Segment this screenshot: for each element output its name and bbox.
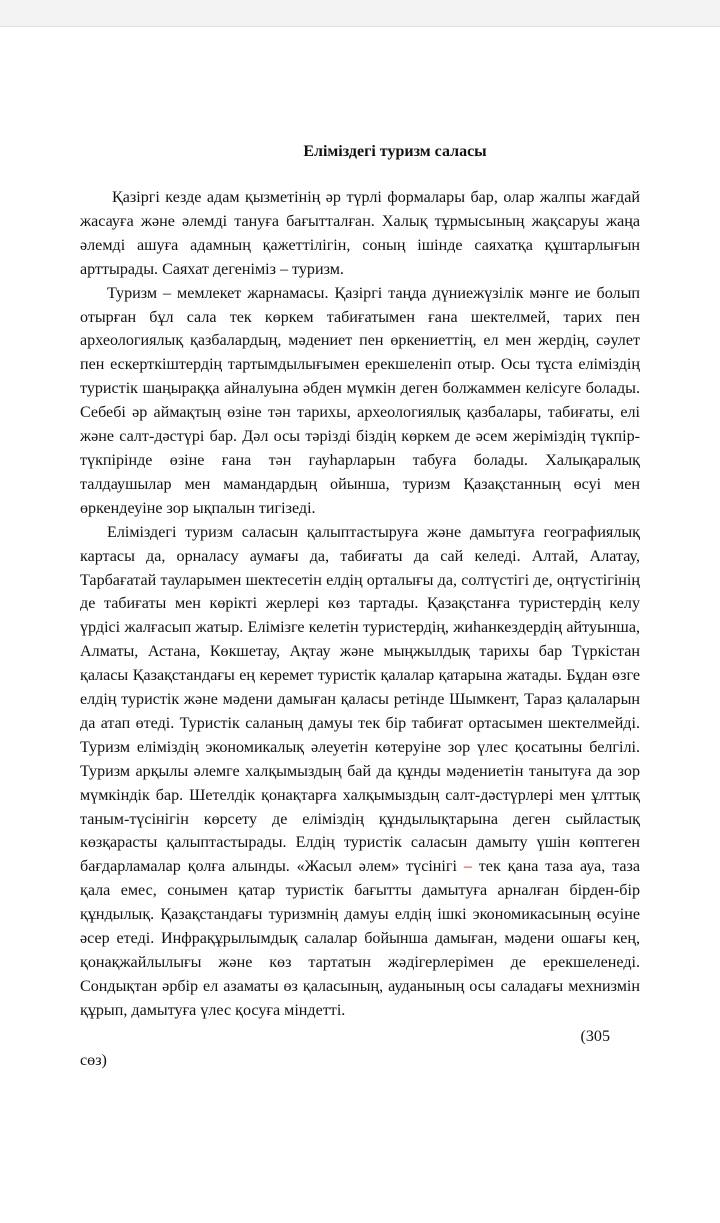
document-title: Еліміздегі туризм саласы [303,143,487,160]
word-count-open: (305 [580,1027,610,1045]
paragraph-3 [80,521,640,1023]
word-count-close: сөз) [80,1051,107,1069]
word-count-second-line [80,1049,640,1073]
word-count [80,1025,640,1049]
paragraph-2: Туризм – мемлекет жарнамасы. Қазіргі таңда дүниежүзілік мәнге ие болып отырған бұл сала тек көркем табиғатымен ғана шектелмей, тарих пен археологиялық қазбалардың, мәдениет пен өркениеттің, ел мен жердің, сәулет пен ескерткіштердің тартымдылығымен ерекшеленіп отыр. Осы тұста еліміздің туристік шаңыраққа айналуына әбден мүмкін деген болжаммен келісуге болады. Себебі әр аймақтың өзіне тән тарихы, археологиялық қазбалары, табиғаты, елі және салт-дәстүрі бар. Дәл осы тәрізді біздің көркем де әсем жеріміздің түкпір-түкпірінде өзіне ғана тән гауһарларын табуға болады. Халықаралық талдаушылар мен мамандардың ойынша, туризм Қазақстанның өсуі мен өркендеуіне зор ықпалын тигізеді. [80,284,640,517]
paragraph-3-text-a: Еліміздегі туризм саласын қалыптастыруға және дамытуға географиялық картасы да, орналасу аумағы да, табиғаты да сай келеді. Алтай, Алатау, Тарбағатай тауларымен шектесетін елдің орталығы да, солтүстігі де, оңтүстігінің де табиғаты мен көрікті жерлері көз тартады. Қазақстанға туристердің келу үрдісі жалғасып жатыр. Елімізге келетін туристердің, жиһанкездердің айтуынша, Алматы, Астана, Көкшетау, Ақтау және мыңжылдық тарихы бар Түркістан қаласы Қазақстандағы ең керемет туристік қалалар қатарына жатады. Бұдан өзге елдің туристік және мәдени дамыған қаласы ретінде Шымкент, Тараз қалаларын да атап өтеді. Туристік саланың дамуы тек бір табиғат ортасымен шектелмейді. Туризм еліміздің экономикалық әлеуетін көтеруіне зор үлес қосатыны белгілі. Туризм арқылы әлемге халқымыздың бай да құнды мәдениетін танытуға да зор мүмкіндік бар. Шетелдік қонақтарға халқымыздың салт-дәстүрлері мен ұлттық таным-түсінігін көрсету де еліміздің құндылықтарына деген сыйластық көзқарасты қалыптастырады. Елдің туристік саласын дамыту үшін көптеген бағдарламалар қолға алынды. «Жасыл әлем» түсінігі [80,523,640,876]
viewer-top-band [0,0,720,27]
document-body [80,186,640,1073]
highlighted-dash: – [463,858,472,876]
paragraph-1: Қазіргі кезде адам қызметінің әр түрлі формалары бар, олар жалпы жағдай жасауға және әлемді тануға бағытталған. Халық тұрмысының жақсаруы жаңа әлемді ашуға адамның қажеттілігін, соның ішінде саяхатқа құштарлығын арттырады. Саяхат дегеніміз – туризм. [80,189,640,278]
paragraph-3-text-b: тек қана таза ауа, таза қала емес, сонымен қатар туристік бағытты дамытуға арналған бірден-бір құндылық. Қазақстандағы туризмнің дамуы елдің ішкі экономикасының өсуіне әсер етеді. Инфрақұрылымдық салалар бойынша дамыған, мәдени ошағы кең, қонақжайлылығы және көз тартатын жәдігерлерімен де ерекшеленеді. Сондықтан әрбір ел азаматы өз қаласының, ауданының осы саладағы мехнизмін құрып, дамытуға үлес қосуға міндетті. [80,858,641,1019]
